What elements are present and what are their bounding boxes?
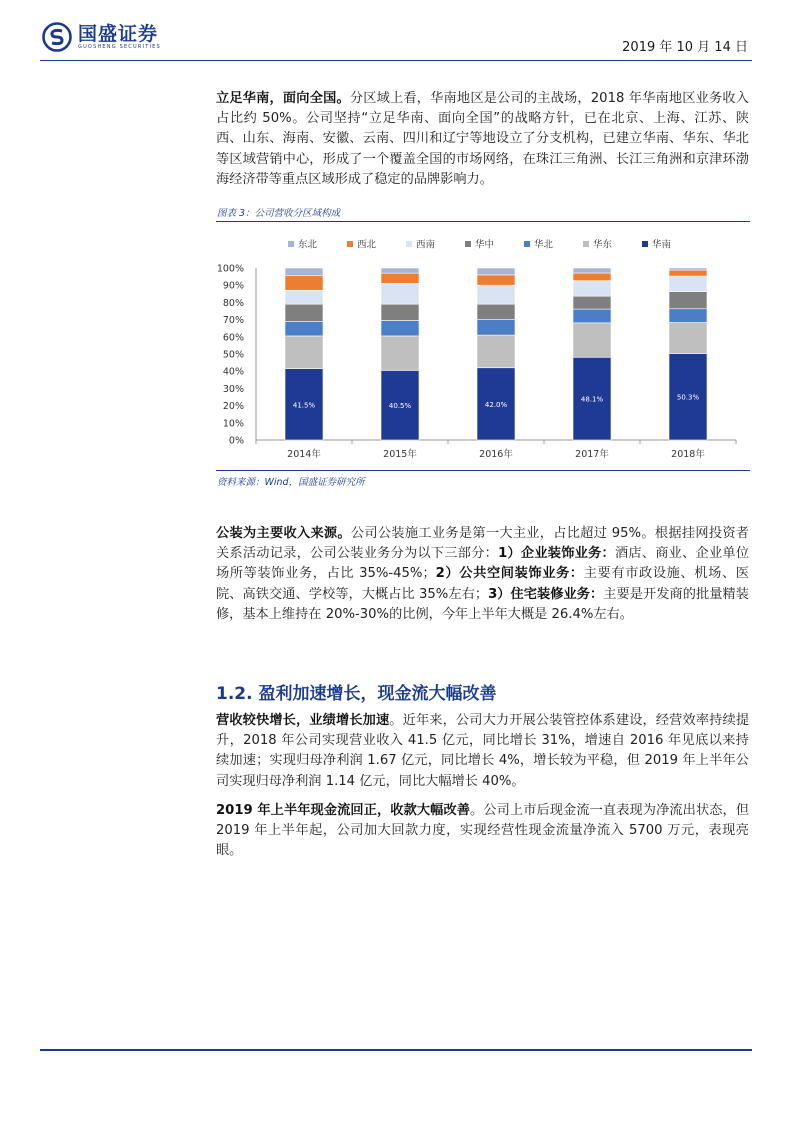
bar-西南-2016年 xyxy=(477,285,515,304)
bar-华中-2015年 xyxy=(381,304,419,320)
bar-西北-2014年 xyxy=(285,276,323,291)
x-axis xyxy=(256,440,736,460)
report-date: 2019 年 10 月 14 日 xyxy=(622,40,748,55)
company-logo xyxy=(42,22,161,52)
figure-top-rule xyxy=(216,221,750,222)
y-tick-label: 80% xyxy=(222,297,244,309)
y-tick-label: 30% xyxy=(222,383,244,395)
segment-enterprise: 1）企业装饰业务： xyxy=(498,546,615,562)
y-tick-label: 60% xyxy=(222,332,244,344)
x-tick-label: 2017年 xyxy=(575,449,609,460)
bar-东北-2015年 xyxy=(381,268,419,273)
chart-bars xyxy=(285,268,707,440)
x-tick-label: 2018年 xyxy=(671,449,705,460)
bar-华东-2018年 xyxy=(669,323,707,354)
paragraph-lead: 2019 年上半年现金流回正，收款大幅改善 xyxy=(216,803,471,818)
bar-西南-2018年 xyxy=(669,276,707,291)
bar-label: 42.0% xyxy=(484,400,508,409)
bar-西北-2015年 xyxy=(381,273,419,283)
bar-华中-2018年 xyxy=(669,292,707,309)
bar-西南-2015年 xyxy=(381,283,419,304)
bar-西北-2018年 xyxy=(669,270,707,276)
page-header xyxy=(40,20,752,61)
paragraph-lead: 营收较快增长，业绩增长加速 xyxy=(216,713,390,728)
bar-华东-2015年 xyxy=(381,336,419,370)
paragraph-growth xyxy=(216,711,749,792)
legend-label-3: 西南 xyxy=(416,239,436,251)
bar-label: 40.5% xyxy=(388,402,412,411)
paragraph-text: 主要是开发商的批量精装修，基本上维持在 20%-30%的比例，今年上半年大概是 26.4%左右。 xyxy=(216,586,749,622)
chart-legend xyxy=(288,239,672,251)
bar-华北-2016年 xyxy=(477,320,515,335)
bar-label: 48.1% xyxy=(580,395,604,404)
bar-华北-2017年 xyxy=(573,309,611,323)
paragraph-cashflow xyxy=(216,801,749,862)
paragraph-text: 主要有市政设施、机场、医院、高铁交通、学校等，大概占比 35%左右； xyxy=(216,566,749,602)
figure-bottom-rule xyxy=(216,470,750,471)
section-heading: 1.2. 盈利加速增长，现金流大幅改善 xyxy=(216,684,497,704)
y-tick-label: 50% xyxy=(222,349,244,361)
paragraph-regional xyxy=(216,89,749,190)
bar-华东-2014年 xyxy=(285,336,323,369)
bar-西南-2014年 xyxy=(285,290,323,304)
paragraph-lead: 立足华南，面向全国。 xyxy=(216,91,350,106)
logo-english-name: GUOSHENG SECURITIES xyxy=(78,43,161,50)
paragraph-body: 分区域上看，华南地区是公司的主战场，2018 年华南地区业务收入占比约 50%。公司坚持“立足华南、面向全国”的战略方针，已在北京、上海、江苏、陕西、山东、海南、安徽、云南、四川和辽宁等地设立了分支机构，已建立华南、华东、华北等区域营销中心，形成了一个覆盖全国的市场网络，在珠江三角洲、长江三角洲和京津环渤海经济带等重点区域形成了稳定的品牌影响力。 xyxy=(216,91,749,187)
figure-source: 资料来源：Wind，国盛证券研究所 xyxy=(217,477,365,488)
revenue-region-chart xyxy=(216,228,750,468)
legend-swatch-3 xyxy=(406,241,412,247)
bar-西北-2017年 xyxy=(573,273,611,281)
segment-public-space: 2）公共空间装饰业务： xyxy=(435,566,584,582)
legend-swatch-7 xyxy=(642,241,648,247)
bar-华中-2016年 xyxy=(477,304,515,319)
legend-label-7: 华南 xyxy=(652,239,672,251)
bar-华北-2014年 xyxy=(285,321,323,336)
bar-西北-2016年 xyxy=(477,275,515,285)
bar-华东-2016年 xyxy=(477,335,515,368)
paragraph-text: 公司公装施工业务是第一大主业，占比超过 95%。根据挂网投资者关系活动记录，公司公装业务分为以下三部分： xyxy=(216,526,749,562)
paragraph-text: 酒店、商业、企业单位场所等装饰业务，占比 35%-45%； xyxy=(216,546,750,582)
paragraph-body: 。公司上市后现金流一直表现为净流出状态，但 2019 年上半年起，公司加大回款力度，实现经营性现金流量净流入 5700 万元，表现亮眼。 xyxy=(216,803,750,859)
y-tick-label: 100% xyxy=(216,263,244,275)
x-tick-label: 2014年 xyxy=(287,449,321,460)
bar-东北-2016年 xyxy=(477,268,515,275)
bar-东北-2014年 xyxy=(285,268,323,276)
y-tick-label: 20% xyxy=(222,401,244,413)
bar-华东-2017年 xyxy=(573,323,611,357)
y-tick-label: 70% xyxy=(222,315,244,327)
bar-华北-2018年 xyxy=(669,309,707,323)
legend-label-1: 东北 xyxy=(298,239,318,251)
segment-residential: 3）住宅装修业务： xyxy=(488,586,604,602)
legend-swatch-5 xyxy=(524,241,530,247)
bar-label: 41.5% xyxy=(292,401,316,410)
legend-label-5: 华北 xyxy=(534,239,554,251)
legend-label-4: 华中 xyxy=(475,239,495,251)
y-tick-label: 0% xyxy=(228,435,244,447)
logo-icon xyxy=(42,22,72,52)
bar-西南-2017年 xyxy=(573,281,611,296)
footer-rule xyxy=(40,1049,752,1051)
bar-东北-2017年 xyxy=(573,268,611,273)
x-tick-label: 2015年 xyxy=(383,449,417,460)
y-tick-label: 10% xyxy=(222,418,244,430)
y-tick-label: 90% xyxy=(222,280,244,292)
x-tick-label: 2016年 xyxy=(479,449,513,460)
figure-title: 图表 3：公司营收分区域构成 xyxy=(217,208,341,219)
bar-华中-2017年 xyxy=(573,296,611,309)
legend-swatch-1 xyxy=(288,241,294,247)
bar-东北-2018年 xyxy=(669,268,707,270)
paragraph-lead: 公装为主要收入来源。 xyxy=(216,526,351,541)
legend-swatch-2 xyxy=(347,241,353,247)
legend-label-2: 西北 xyxy=(357,239,377,251)
paragraph-business-mix xyxy=(216,524,749,625)
legend-swatch-6 xyxy=(583,241,589,247)
logo-name: 国盛证券 xyxy=(78,22,159,45)
bar-华中-2014年 xyxy=(285,304,323,321)
legend-label-6: 华东 xyxy=(593,239,613,251)
bar-label: 50.3% xyxy=(676,393,700,402)
bar-华北-2015年 xyxy=(381,320,419,335)
y-tick-label: 40% xyxy=(222,366,244,378)
paragraph-body: 。近年来，公司大力开展公装管控体系建设，经营效率持续提升，2018 年公司实现营业收入 41.5 亿元，同比增长 31%，增速自 2016 年见底以来持续加速；实现归母净利润 1.67 亿元，同比增长 4%，增长较为平稳，但 2019 年上半年公司实现归母净利润 1.14 亿元，同比大幅增长 40%。 xyxy=(216,713,750,789)
legend-swatch-4 xyxy=(465,241,471,247)
